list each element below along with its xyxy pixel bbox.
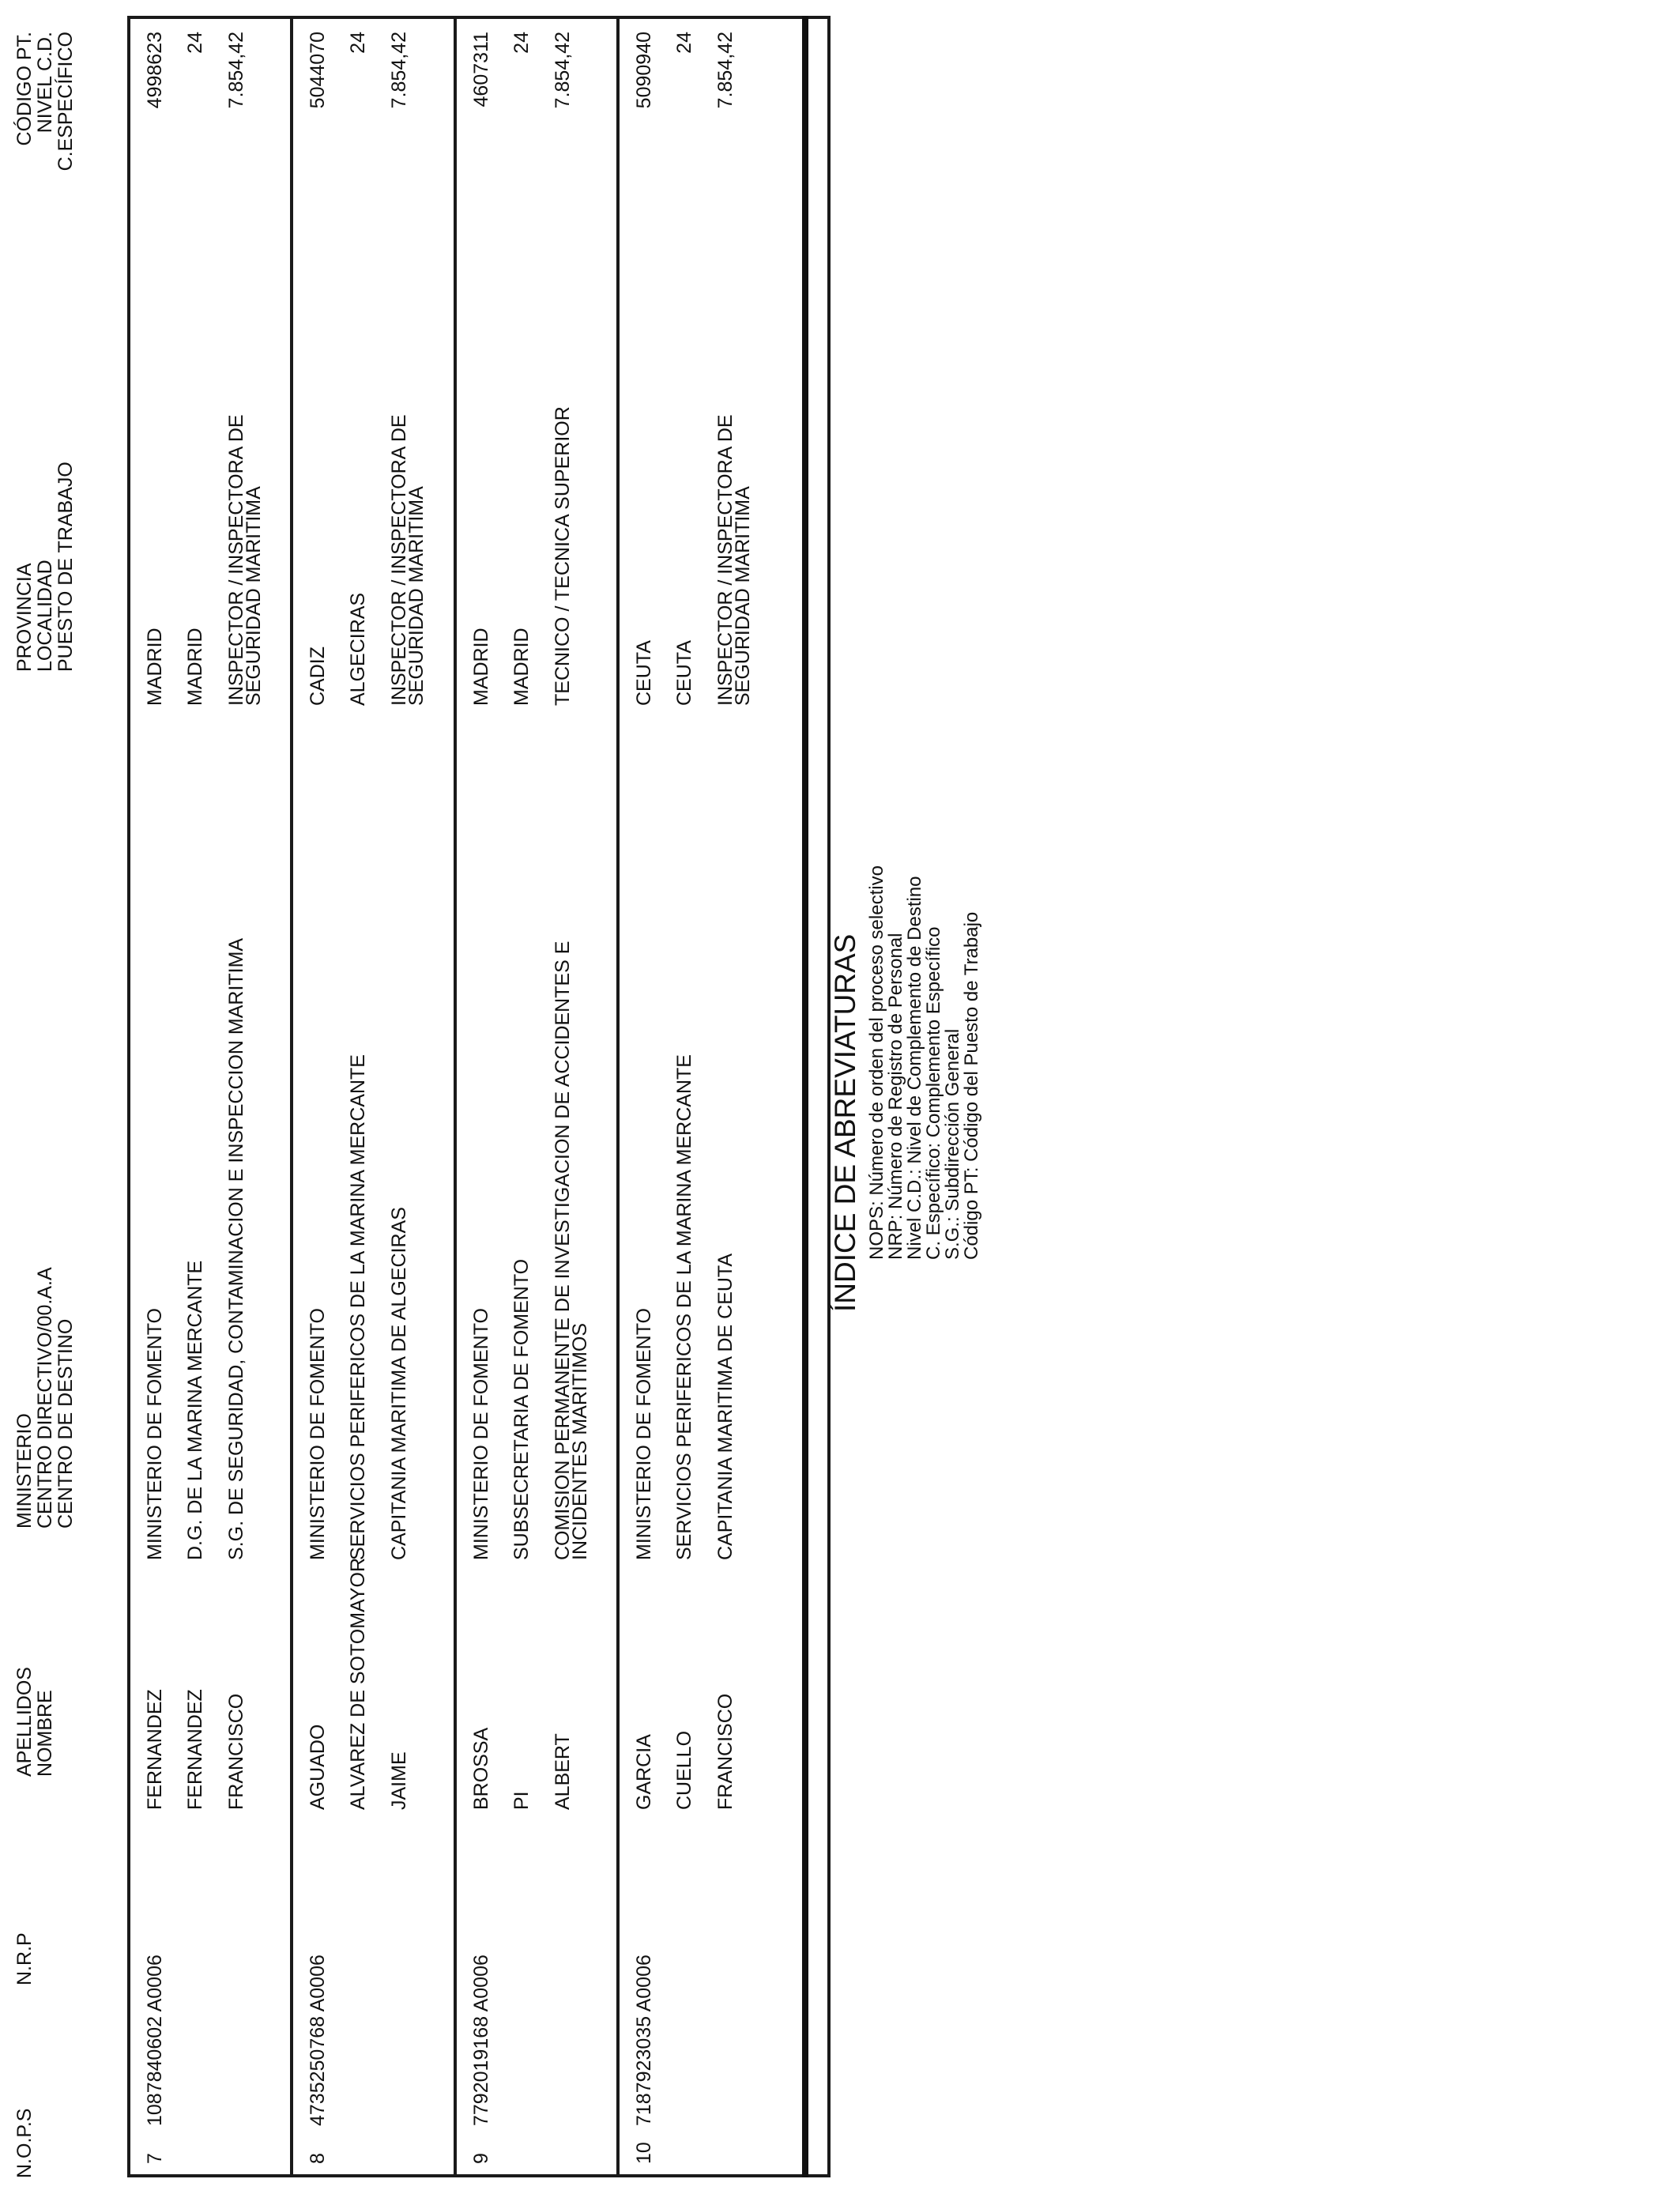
provincia-value: MADRID (470, 628, 492, 706)
centro-directivo-value: D.G. DE LA MARINA MERCANTE (184, 1260, 206, 1560)
localidad-value: CEUTA (673, 640, 695, 706)
puesto-value-line1: INSPECTOR / INSPECTORA DE (714, 414, 736, 706)
header-centro-destino: CENTRO DE DESTINO (55, 1318, 77, 1529)
header-provincia: PROVINCIA (13, 563, 36, 672)
centro-directivo-value: SERVICIOS PERIFERICOS DE LA MARINA MERCANTE (347, 1054, 369, 1560)
header-c-especifico: C.ESPECÍFICO (55, 32, 77, 172)
centro-destino-value: CAPITANIA MARITIMA DE ALGECIRAS (388, 1207, 410, 1560)
nops-value: 10 (633, 2142, 655, 2164)
localidad-value: MADRID (184, 628, 206, 706)
apellido1-value: FERNANDEZ (144, 1689, 166, 1810)
apellido2-value: ALVAREZ DE SOTOMAYOR (347, 1557, 369, 1810)
legend-title: ÍNDICE DE ABREVIATURAS (829, 933, 861, 1312)
provincia-value: CEUTA (633, 640, 655, 706)
header-centro-directivo: CENTRO DIRECTIVO/00.A.A (34, 1267, 56, 1529)
nombre-value: JAIME (388, 1751, 410, 1810)
c-especifico-value: 7.854,42 (225, 32, 247, 109)
codigo-pt-value: 5090940 (633, 32, 655, 109)
nombre-value: FRANCISCO (225, 1693, 247, 1810)
centro-destino-value-line1: COMISION PERMANENTE DE INVESTIGACION DE ACCIDENTES E (552, 941, 574, 1560)
centro-destino-value: CAPITANIA MARITIMA DE CEUTA (714, 1253, 736, 1560)
apellido2-value: CUELLO (673, 1730, 695, 1810)
legend-item: Código PT: Código del Puesto de Trabajo (961, 911, 982, 1260)
localidad-value: MADRID (510, 628, 533, 706)
apellido2-value: PI (510, 1791, 533, 1810)
nivel-cd-value: 24 (673, 32, 695, 54)
codigo-pt-value: 4607311 (470, 32, 492, 107)
puesto-value-line2: SEGURIDAD MARITIMA (732, 486, 754, 706)
header-puesto: PUESTO DE TRABAJO (55, 462, 77, 672)
nrp-value: 1087840602 A0006 (144, 1955, 166, 2126)
puesto-value-line1: TECNICO / TECNICA SUPERIOR (552, 406, 574, 706)
legend-item: NRP: Número de Registro de Personal (885, 933, 906, 1260)
header-nivel-cd: NIVEL C.D. (34, 32, 56, 134)
nivel-cd-value: 24 (347, 32, 369, 54)
apellido1-value: AGUADO (307, 1724, 329, 1810)
apellido1-value: BROSSA (470, 1727, 492, 1810)
apellido1-value: GARCIA (633, 1734, 655, 1810)
centro-directivo-value: SERVICIOS PERIFERICOS DE LA MARINA MERCANTE (673, 1054, 695, 1560)
centro-destino-value: S.G. DE SEGURIDAD, CONTAMINACION E INSPECCION MARITIMA (225, 937, 247, 1560)
localidad-value: ALGECIRAS (347, 592, 369, 706)
ministerio-value: MINISTERIO DE FOMENTO (144, 1308, 166, 1560)
nivel-cd-value: 24 (510, 32, 533, 54)
nrp-value: 4735250768 A0006 (307, 1955, 329, 2126)
header-localidad: LOCALIDAD (34, 560, 56, 672)
c-especifico-value: 7.854,42 (552, 32, 574, 109)
legend-item: C. Específico: Complemento Específico (923, 926, 944, 1260)
codigo-pt-value: 5044070 (307, 32, 329, 109)
header-nombre: NOMBRE (34, 1690, 56, 1777)
row-divider (290, 16, 293, 2177)
c-especifico-value: 7.854,42 (388, 32, 410, 109)
puesto-value-line2: SEGURIDAD MARITIMA (405, 486, 428, 706)
header-apellidos: APELLIDOS (13, 1667, 36, 1777)
nops-value: 8 (307, 2153, 329, 2164)
puesto-value-line2: SEGURIDAD MARITIMA (243, 486, 265, 706)
nrp-value: 7187923035 A0006 (633, 1955, 655, 2126)
apellido2-value: FERNANDEZ (184, 1689, 206, 1810)
ministerio-value: MINISTERIO DE FOMENTO (470, 1308, 492, 1560)
nops-value: 9 (470, 2153, 492, 2164)
provincia-value: CADIZ (307, 647, 329, 706)
provincia-value: MADRID (144, 628, 166, 706)
nombre-value: FRANCISCO (714, 1693, 736, 1810)
ministerio-value: MINISTERIO DE FOMENTO (307, 1308, 329, 1560)
section-divider-bar (802, 16, 808, 2177)
ministerio-value: MINISTERIO DE FOMENTO (633, 1308, 655, 1560)
centro-directivo-value: SUBSECRETARIA DE FOMENTO (510, 1258, 533, 1560)
c-especifico-value: 7.854,42 (714, 32, 736, 109)
row-divider (454, 16, 457, 2177)
legend-item: Nivel C.D.: Nivel de Complemento de Destino (904, 876, 925, 1260)
nrp-value: 7792019168 A0006 (470, 1955, 492, 2126)
nombre-value: ALBERT (552, 1733, 574, 1810)
header-nops: N.O.P.S (13, 2108, 36, 2178)
header-ministerio: MINISTERIO (13, 1413, 36, 1529)
row-divider (616, 16, 620, 2177)
nops-value: 7 (144, 2153, 166, 2164)
legend-item: S.G.: Subdirección General (942, 1028, 963, 1260)
puesto-value-line1: INSPECTOR / INSPECTORA DE (225, 414, 247, 706)
centro-destino-value-line2: INCIDENTES MARITIMOS (569, 1322, 591, 1560)
puesto-value-line1: INSPECTOR / INSPECTORA DE (388, 414, 410, 706)
header-codigo-pt: CÓDIGO PT. (13, 32, 36, 146)
header-nrp: N.R.P (13, 1932, 36, 1985)
nivel-cd-value: 24 (184, 32, 206, 54)
legend-item: NOPS: Número de orden del proceso selectivo (866, 865, 887, 1260)
codigo-pt-value: 4998623 (144, 32, 166, 109)
